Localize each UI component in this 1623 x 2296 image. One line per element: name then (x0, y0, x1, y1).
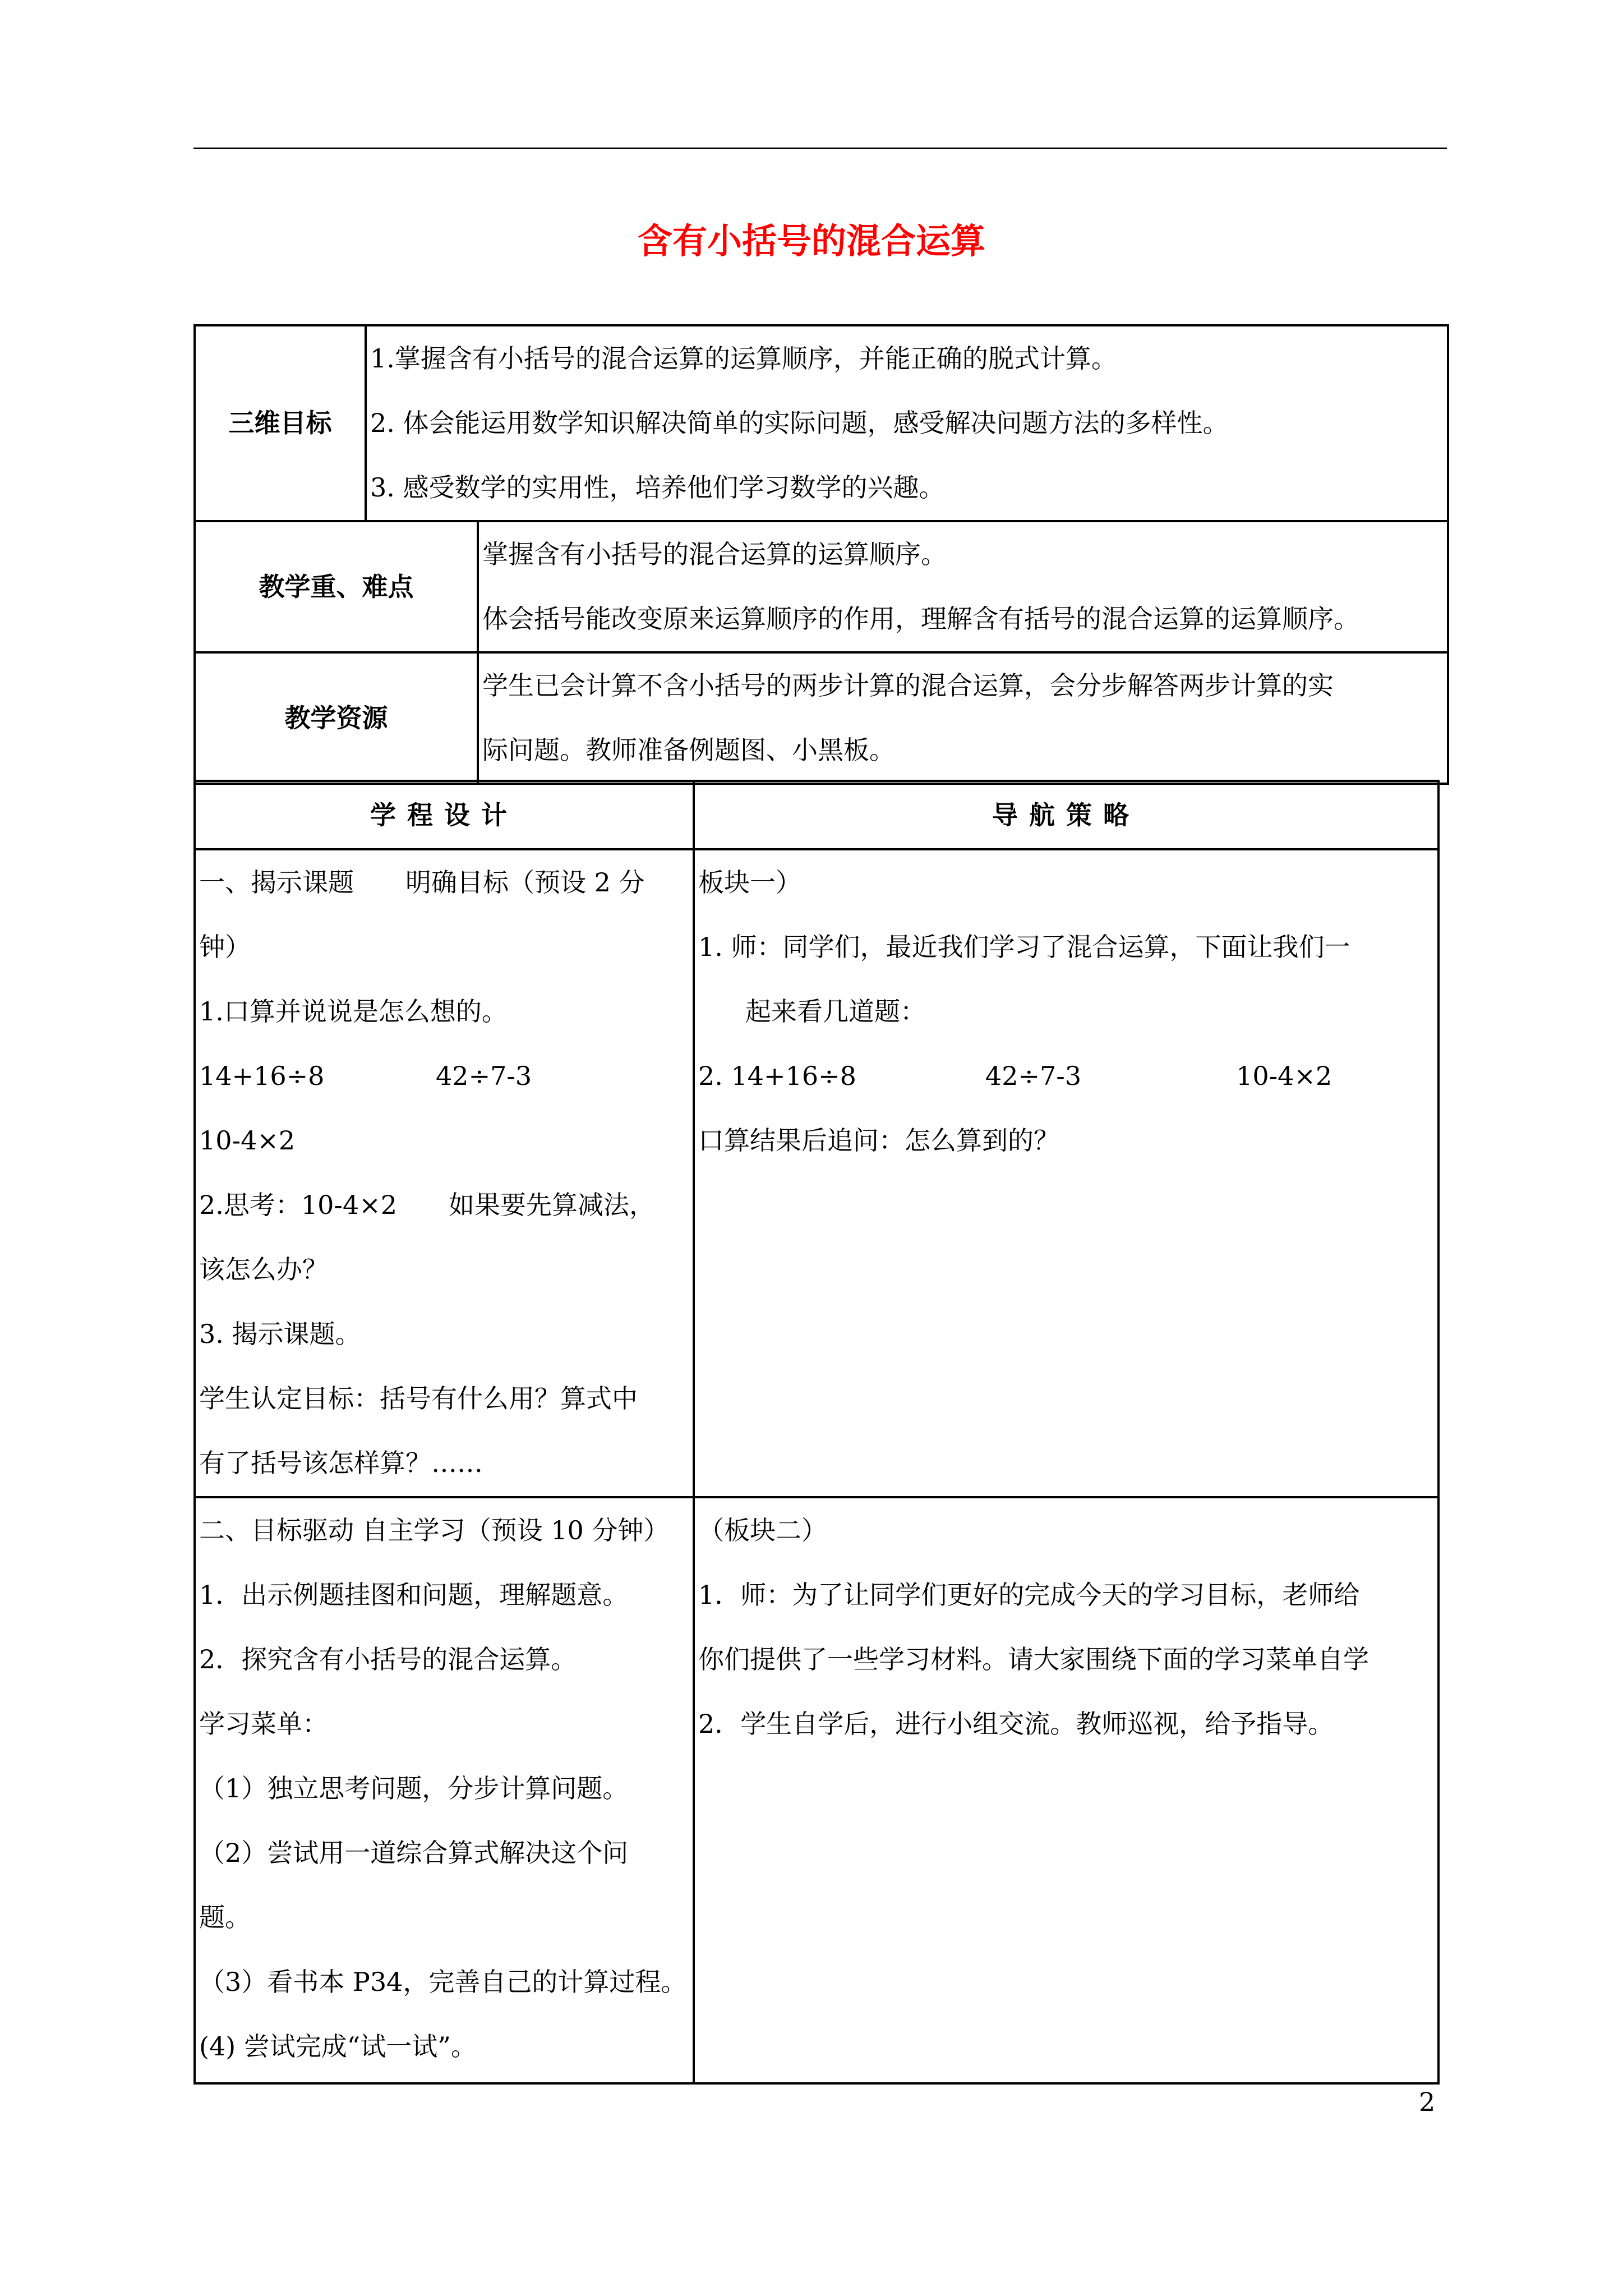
objective-line: 2. 体会能运用数学知识解决简单的实际问题，感受解决问题方法的多样性。 (370, 408, 1229, 438)
objective-line: 3. 感受数学的实用性，培养他们学习数学的兴趣。 (370, 472, 945, 503)
section2-design (195, 1497, 694, 2083)
lesson-table (193, 780, 1440, 2085)
document-title: 含有小括号的混合运算 (637, 220, 985, 261)
design-line: 二、目标驱动 自主学习（预设 10 分钟） (199, 1515, 670, 1545)
design-line: 该怎么办？ (199, 1254, 328, 1285)
resource-line: 际问题。教师准备例题图、小黑板。 (482, 735, 895, 765)
strategy-header: 导航策略 (694, 781, 1438, 849)
objectives-content (366, 325, 1448, 521)
section1-design (195, 849, 694, 1497)
strategy-line: 1. 师：同学们，最近我们学习了混合运算，下面让我们一 (698, 932, 1350, 962)
key-point-line: 体会括号能改变原来运算顺序的作用，理解含有括号的混合运算的运算顺序。 (482, 604, 1359, 634)
info-table (193, 324, 1449, 785)
design-line: 学习菜单： (199, 1709, 328, 1739)
strategy-line: 你们提供了一些学习材料。请大家围绕下面的学习菜单自学 (698, 1644, 1369, 1674)
resources-content (478, 652, 1448, 784)
strategy-line: 起来看几道题： (745, 996, 926, 1027)
design-header: 学程设计 (195, 781, 694, 849)
resources-label: 教学资源 (195, 652, 478, 784)
strategy-line: 1．师：为了让同学们更好的完成今天的学习目标，老师给 (698, 1580, 1360, 1610)
design-line: （2）尝试用一道综合算式解决这个问 (199, 1838, 629, 1868)
design-line: 有了括号该怎样算？…… (199, 1448, 483, 1478)
strategy-line: 2．学生自学后，进行小组交流。教师巡视，给予指导。 (698, 1709, 1334, 1739)
design-line: 钟） (199, 932, 251, 962)
design-line: 一、揭示课题 明确目标（预设 2 分 (199, 867, 645, 898)
design-line: 题。 (199, 1902, 251, 1932)
design-line: 2．探究含有小括号的混合运算。 (199, 1644, 577, 1674)
design-line: 学生认定目标：括号有什么用？算式中 (199, 1383, 638, 1414)
design-line: （1）独立思考问题，分步计算问题。 (199, 1773, 629, 1803)
design-line: （3）看书本 P34，完善自己的计算过程。 (199, 1967, 687, 1997)
section1-strategy (694, 849, 1438, 1497)
strategy-line: 板块一） (698, 867, 801, 898)
header-rule (193, 148, 1447, 149)
page-number: 2 (1419, 2087, 1436, 2117)
strategy-line: 2. 14+16÷8 42÷7-3 10-4×2 (698, 1061, 1332, 1091)
design-line: 1．出示例题挂图和问题，理解题意。 (199, 1580, 629, 1610)
design-line: 2.思考：10-4×2 如果要先算减法， (199, 1190, 656, 1220)
section2-strategy (694, 1497, 1438, 2083)
design-line: 14+16÷8 42÷7-3 (199, 1061, 532, 1091)
design-line: 1.口算并说说是怎么想的。 (199, 996, 508, 1027)
key-point-line: 掌握含有小括号的混合运算的运算顺序。 (482, 539, 947, 569)
strategy-line: （板块二） (698, 1515, 827, 1545)
resource-line: 学生已会计算不含小括号的两步计算的混合运算，会分步解答两步计算的实 (482, 670, 1334, 701)
key-points-content (478, 521, 1448, 652)
key-points-label: 教学重、难点 (195, 521, 478, 652)
objective-line: 1.掌握含有小括号的混合运算的运算顺序，并能正确的脱式计算。 (370, 343, 1117, 374)
strategy-line: 口算结果后追问：怎么算到的？ (698, 1125, 1059, 1156)
objectives-label: 三维目标 (195, 325, 366, 521)
design-line: 3. 揭示课题。 (199, 1319, 361, 1349)
design-line: (4) 尝试完成“试一试”。 (199, 2031, 477, 2062)
design-line: 10-4×2 (199, 1125, 296, 1156)
